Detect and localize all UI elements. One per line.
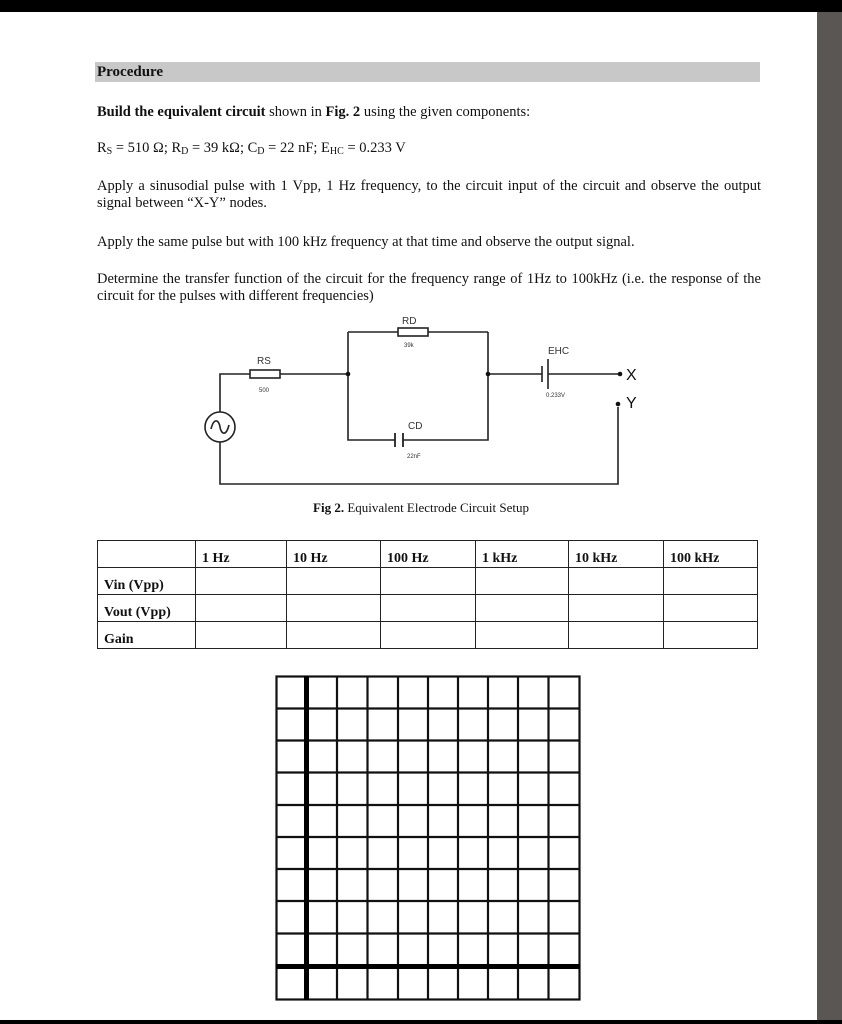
table-cell[interactable] [664, 568, 758, 595]
rd-value: = 39 kΩ; [188, 140, 248, 156]
header-cell: 100 kHz [664, 541, 758, 568]
table-cell[interactable] [664, 622, 758, 649]
rd-resistor-icon [398, 328, 428, 336]
rs-value-label: 500 [259, 388, 270, 394]
intro-text: shown in [265, 104, 326, 120]
node-y-label: Y [626, 395, 637, 412]
section-heading-procedure: Procedure [95, 62, 760, 82]
rd-label: R [171, 140, 182, 156]
header-cell: 10 Hz [287, 541, 381, 568]
row-label: Vin (Vpp) [98, 568, 196, 595]
rs-resistor-icon [250, 370, 280, 378]
table-header-row [98, 541, 758, 568]
figure-caption [0, 500, 842, 516]
rs-sub: S [106, 146, 113, 157]
intro-paragraph [97, 104, 761, 121]
row-label: Gain [98, 622, 196, 649]
measurement-table [97, 540, 758, 649]
table-row [98, 595, 758, 622]
table-cell[interactable] [196, 622, 287, 649]
cd-label: C [247, 140, 258, 156]
cd-value: = 22 nF; [264, 140, 322, 156]
table-cell[interactable] [381, 595, 476, 622]
row-label: Vout (Vpp) [98, 595, 196, 622]
caption-text: Equivalent Electrode Circuit Setup [344, 500, 529, 515]
figure-reference: Fig. 2 [325, 104, 361, 120]
table-cell[interactable] [569, 595, 664, 622]
table-row [98, 622, 758, 649]
ehc-label: EHC [548, 346, 570, 357]
cd-label: CD [408, 421, 423, 432]
rd-value-label: 39k [404, 343, 414, 349]
ehc-value-label: 0.233V [546, 393, 566, 399]
ehc-label: E [321, 140, 330, 156]
cd-capacitor-icon [395, 433, 403, 447]
header-cell: 1 Hz [196, 541, 287, 568]
node-x-terminal [618, 372, 623, 377]
table-cell[interactable] [569, 622, 664, 649]
ehc-sub: HC [329, 146, 344, 157]
step-2-paragraph: Apply the same pulse but with 100 kHz frequency at that time and observe the output signal. [97, 234, 635, 250]
table-cell[interactable] [664, 595, 758, 622]
node-x-label: X [626, 367, 637, 384]
table-cell[interactable] [569, 568, 664, 595]
table-cell[interactable] [476, 595, 569, 622]
intro-bold-lead: Build the equivalent circuit [97, 104, 266, 120]
step-1-paragraph: Apply a sinusodial pulse with 1 Vpp, 1 Hz frequency, to the circuit input of the circuit and observe the output signal between “X-Y” nodes. [97, 178, 761, 211]
header-cell [98, 541, 196, 568]
cd-sub: D [257, 146, 265, 157]
component-values [97, 140, 761, 160]
table-cell[interactable] [287, 622, 381, 649]
ehc-value: = 0.233 V [343, 140, 406, 156]
plot-grid [275, 675, 582, 1003]
rd-label: RD [402, 316, 417, 327]
rd-sub: D [181, 146, 189, 157]
rs-value: = 510 Ω; [112, 140, 172, 156]
header-cell: 100 Hz [381, 541, 476, 568]
header-cell: 1 kHz [476, 541, 569, 568]
intro-tail: using the given components: [360, 104, 531, 120]
table-row [98, 568, 758, 595]
caption-label: Fig 2. [313, 500, 345, 515]
table-cell[interactable] [381, 568, 476, 595]
circuit-diagram [190, 312, 660, 497]
table-cell[interactable] [196, 595, 287, 622]
rs-label: RS [257, 356, 271, 367]
node-y-terminal [616, 402, 621, 407]
rs-label: R [97, 140, 107, 156]
table-cell[interactable] [476, 622, 569, 649]
header-cell: 10 kHz [569, 541, 664, 568]
table-cell[interactable] [287, 568, 381, 595]
step-3-paragraph: Determine the transfer function of the circuit for the frequency range of 1Hz to 100kHz (i.e. the response of the circuit for the pulses with different frequencies) [97, 271, 761, 304]
document-page [0, 12, 817, 1020]
table-cell[interactable] [381, 622, 476, 649]
table-cell[interactable] [476, 568, 569, 595]
table-cell[interactable] [287, 595, 381, 622]
cd-value-label: 22nF [407, 454, 421, 460]
table-cell[interactable] [196, 568, 287, 595]
